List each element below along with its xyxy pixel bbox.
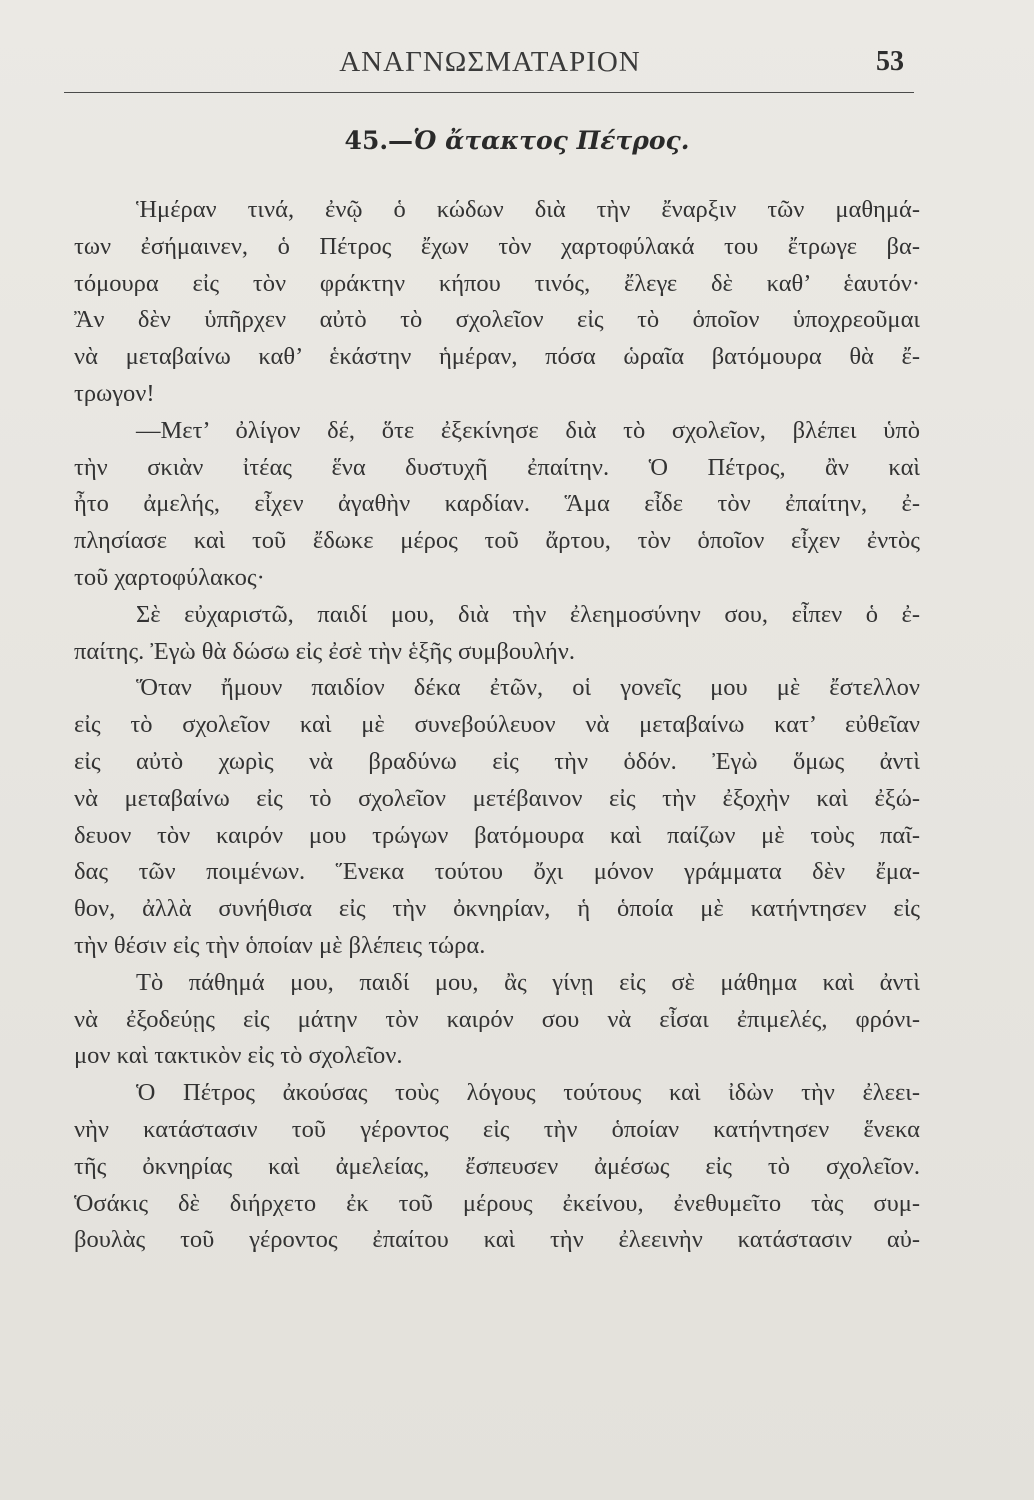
text-line: βουλὰς τοῦ γέροντος ἐπαίτου καὶ τὴν ἐλεεινὴν κατάστασιν αὐ-: [74, 1226, 920, 1254]
paragraph: [74, 670, 920, 964]
text-line: τοῦ χαρτοφύλακος·: [74, 563, 265, 591]
section-number: 45.: [344, 126, 389, 155]
text-line: νὰ μεταβαίνω εἰς τὸ σχολεῖον μετέβαινον εἰς τὴν ἐξοχὴν καὶ ἐξώ-: [74, 784, 920, 812]
text-line: των ἐσήμαινεν, ὁ Πέτρος ἔχων τὸν χαρτοφύλακά του ἔτρωγε βα-: [74, 232, 920, 260]
paragraph: [74, 413, 920, 597]
paragraph: [74, 965, 920, 1075]
text-line: νὰ ἐξοδεύῃς εἰς μάτην τὸν καιρόν σου νὰ εἶσαι ἐπιμελές, φρόνι-: [74, 1005, 920, 1033]
text-line: Ἡμέραν τινά, ἐνῷ ὁ κώδων διὰ τὴν ἔναρξιν τῶν μαθημά-: [136, 196, 920, 223]
section-heading: [0, 126, 1034, 155]
text-line: εἰς αὐτὸ χωρὶς νὰ βραδύνω εἰς τὴν ὁδόν. Ἐγὼ ὅμως ἀντὶ: [74, 747, 920, 775]
paragraph: [74, 192, 920, 413]
text-line: τῆς ὀκνηρίας καὶ ἀμελείας, ἔσπευσεν ἀμέσως εἰς τὸ σχολεῖον.: [74, 1152, 920, 1180]
text-line: ἦτο ἀμελής, εἶχεν ἀγαθὴν καρδίαν. Ἅμα εἶδε τὸν ἐπαίτην, ἐ-: [74, 490, 920, 518]
running-title: ΑΝΑΓΝΩΣΜΑΤΑΡΙΟΝ: [339, 46, 641, 78]
text-line: δευον τὸν καιρόν μου τρώγων βατόμουρα καὶ παίζων μὲ τοὺς παῖ-: [74, 821, 920, 849]
text-line: πλησίασε καὶ τοῦ ἔδωκε μέρος τοῦ ἄρτου, τὸν ὁποῖον εἶχεν ἐντὸς: [74, 527, 920, 555]
text-line: τὴν σκιὰν ἰτέας ἕνα δυστυχῆ ἐπαίτην. Ὁ Πέτρος, ἂν καὶ: [74, 453, 920, 481]
text-line: τὴν θέσιν εἰς τὴν ὁποίαν μὲ βλέπεις τώρα.: [74, 931, 486, 959]
section-separator: —: [388, 126, 414, 155]
paragraph: [74, 597, 920, 671]
text-line: νὴν κατάστασιν τοῦ γέροντος εἰς τὴν ὁποίαν κατήντησεν ἕνεκα: [74, 1115, 920, 1143]
text-line: Ἂν δὲν ὑπῆρχεν αὐτὸ τὸ σχολεῖον εἰς τὸ ὁποῖον ὑποχρεοῦμαι: [74, 306, 920, 334]
text-line: μον καὶ τακτικὸν εἰς τὸ σχολεῖον.: [74, 1042, 403, 1070]
text-line: —Μετ’ ὀλίγον δέ, ὅτε ἐξεκίνησε διὰ τὸ σχολεῖον, βλέπει ὑπὸ: [136, 416, 920, 444]
text-line: Ὁσάκις δὲ διήρχετο ἐκ τοῦ μέρους ἐκείνου, ἐνεθυμεῖτο τὰς συμ-: [74, 1189, 920, 1217]
text-line: παίτης. Ἐγὼ θὰ δώσω εἰς ἐσὲ τὴν ἑξῆς συμβουλήν.: [74, 637, 575, 665]
text-line: Τὸ πάθημά μου, παιδί μου, ἂς γίνῃ εἰς σὲ μάθημα καὶ ἀντὶ: [136, 968, 920, 996]
text-line: θον, ἀλλὰ συνήθισα εἰς τὴν ὀκνηρίαν, ἡ ὁποία μὲ κατήντησεν εἰς: [74, 895, 920, 923]
text-line: Ὁ Πέτρος ἀκούσας τοὺς λόγους τούτους καὶ ἰδὼν τὴν ἐλεει-: [136, 1079, 920, 1107]
body-text: [74, 192, 920, 1259]
paragraph: [74, 1075, 920, 1259]
text-line: νὰ μεταβαίνω καθ’ ἑκάστην ἡμέραν, πόσα ὡραῖα βατόμουρα θὰ ἔ-: [74, 343, 920, 371]
text-line: Σὲ εὐχαριστῶ, παιδί μου, διὰ τὴν ἐλεημοσύνην σου, εἶπεν ὁ ἐ-: [136, 600, 920, 628]
text-line: τρωγον!: [74, 379, 155, 407]
text-line: εἰς τὸ σχολεῖον καὶ μὲ συνεβούλευον νὰ μεταβαίνω κατ’ εὐθεῖαν: [74, 711, 920, 739]
text-line: τόμουρα εἰς τὸν φράκτην κήπου τινός, ἔλεγε δὲ καθ’ ἑαυτόν·: [74, 269, 920, 297]
page-number: 53: [876, 46, 904, 77]
text-line: Ὅταν ἤμουν παιδίον δέκα ἐτῶν, οἱ γονεῖς μου μὲ ἔστελλον: [136, 674, 920, 702]
text-line: δας τῶν ποιμένων. Ἕνεκα τούτου ὄχι μόνον γράμματα δὲν ἔμα-: [74, 858, 920, 886]
running-header: [70, 38, 910, 88]
header-rule: [64, 92, 914, 93]
section-title: Ὁ ἄτακτος Πέτρος.: [413, 126, 690, 155]
